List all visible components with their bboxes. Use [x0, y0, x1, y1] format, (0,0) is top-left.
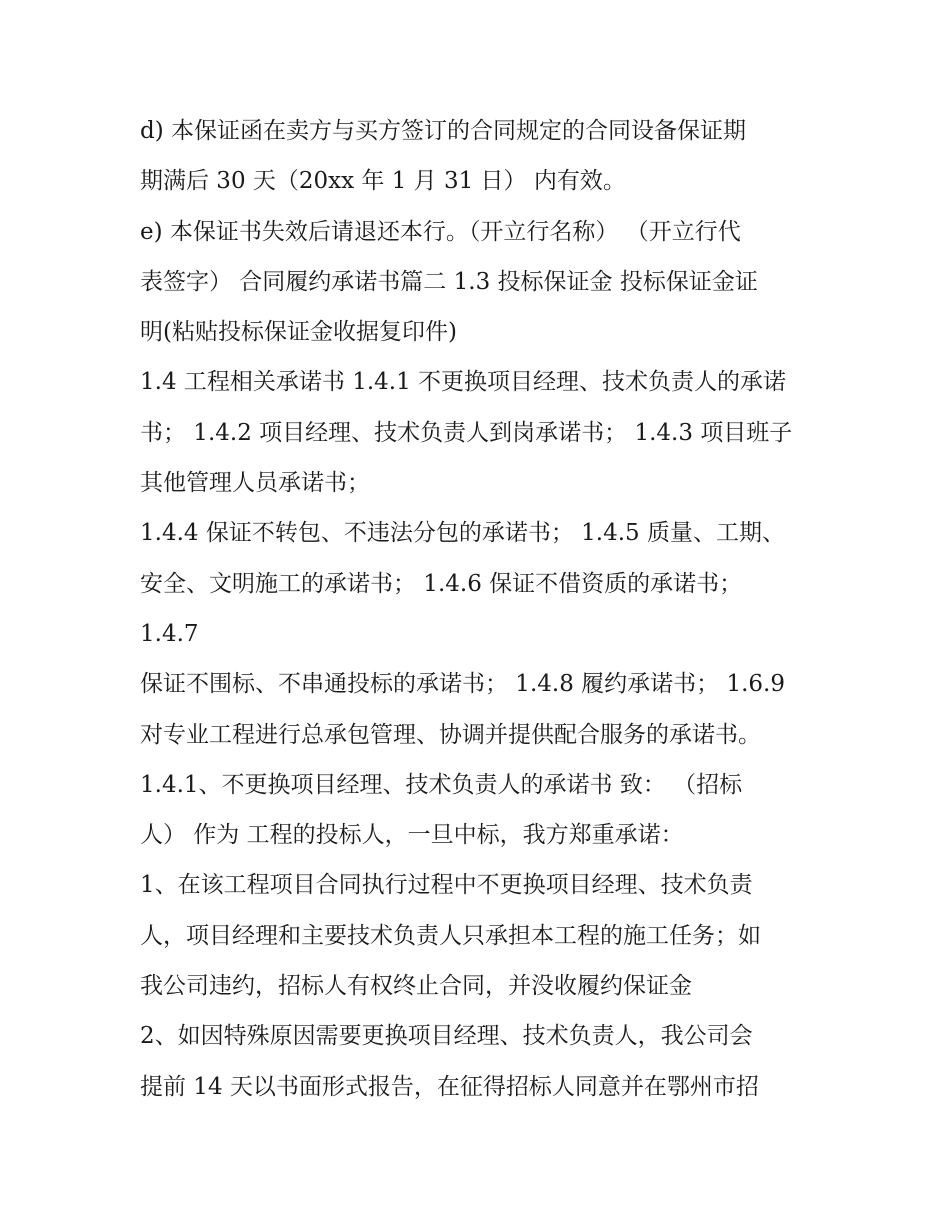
text-line: 人） 作为 工程的投标人，一旦中标，我方郑重承诺： [140, 822, 684, 849]
text-line: 1、在该工程项目合同执行过程中不更换项目经理、技术负责 [140, 872, 753, 899]
text-line: 1.4.1、不更换项目经理、技术负责人的承诺书 致： （招标 [140, 771, 743, 798]
text-line: 书； 1.4.2 项目经理、技术负责人到岗承诺书； 1.4.3 项目班子 [140, 419, 793, 446]
text-line: 1.4.7 [140, 620, 199, 647]
text-line: 提前 14 天以书面形式报告，在征得招标人同意并在鄂州市招 [140, 1073, 759, 1100]
text-line: 表签字） 合同履约承诺书篇二 1.3 投标保证金 投标保证金证 [140, 268, 758, 295]
text-line: 安全、文明施工的承诺书； 1.4.6 保证不借资质的承诺书； [140, 570, 743, 597]
text-line: 明(粘贴投标保证金收据复印件) [140, 319, 457, 346]
text-line: 我公司违约，招标人有权终止合同，并没收履约保证金 [140, 973, 692, 1000]
text-line: 保证不围标、不串通投标的承诺书； 1.4.8 履约承诺书； 1.6.9 [140, 671, 785, 698]
text-line: 其他管理人员承诺书； [140, 470, 370, 497]
text-line: e) 本保证书失效后请退还本行。（开立行名称） （开立行代 [140, 218, 741, 245]
document-body [140, 106, 840, 1112]
text-line: 2、如因特殊原因需要更换项目经理、技术负责人，我公司会 [140, 1023, 753, 1050]
text-line: 对专业工程进行总承包管理、协调并提供配合服务的承诺书。 [140, 721, 761, 748]
text-line: 期满后 30 天（20xx 年 1 月 31 日） 内有效。 [140, 168, 626, 195]
text-line: d) 本保证函在卖方与买方签订的合同规定的合同设备保证期 [140, 118, 747, 144]
text-line: 人，项目经理和主要技术负责人只承担本工程的施工任务；如 [140, 922, 761, 949]
text-line: 1.4.4 保证不转包、不违法分包的承诺书； 1.4.5 质量、工期、 [140, 520, 785, 547]
text-line: 1.4 工程相关承诺书 1.4.1 不更换项目经理、技术负责人的承诺 [140, 369, 787, 396]
